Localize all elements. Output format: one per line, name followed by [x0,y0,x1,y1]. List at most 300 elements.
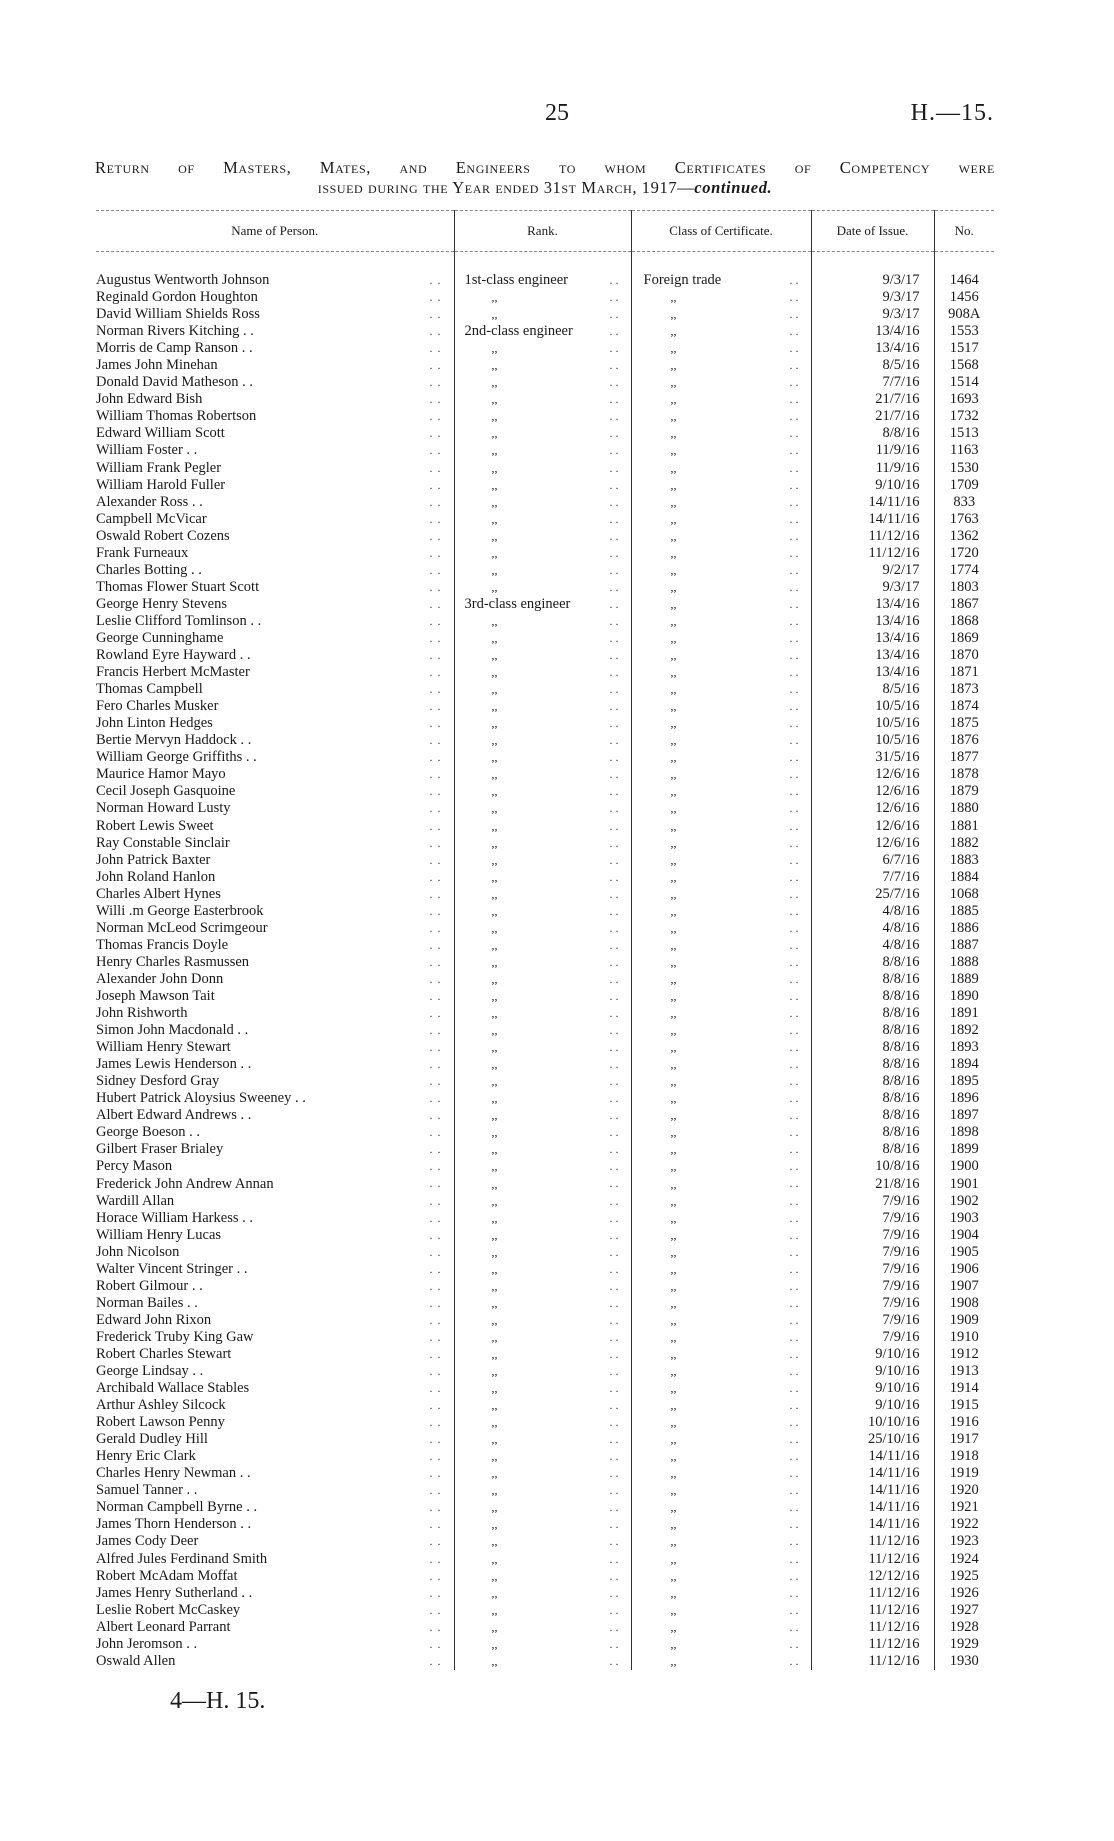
class-cell [631,1465,811,1482]
class-value: ,, [670,1346,677,1361]
leader-dots: . . [609,1517,619,1532]
rank-value: ,, [491,1108,498,1123]
leader-dots: . . [609,1176,619,1191]
certificate-number: 1889 [949,970,979,987]
leader-dots: . . [429,1517,442,1532]
certificate-number: 1871 [949,664,979,681]
leader-dots: . . [429,1227,442,1242]
rank-cell [454,511,631,528]
table-row [96,664,994,681]
class-cell [631,1227,811,1244]
table-row [96,511,994,528]
leader-dots: . . [429,1619,442,1634]
leader-dots: . . [789,1176,799,1191]
class-cell [631,374,811,391]
rank-value: ,, [491,1364,498,1379]
class-value: ,, [670,1551,677,1566]
issue-date-cell [811,289,934,306]
person-name-cell [96,1193,454,1210]
issue-date-cell [811,630,934,647]
leader-dots: . . [609,1432,619,1447]
leader-dots: . . [789,1636,799,1651]
leader-dots: . . [789,903,799,918]
leader-dots: . . [789,1381,799,1396]
table-row [96,1653,994,1670]
certificate-number-cell [934,1073,994,1090]
leader-dots: . . [789,886,799,901]
person-name: Archibald Wallace Stables [96,1380,250,1397]
table-row [96,1533,994,1550]
class-value: ,, [670,665,677,680]
class-cell [631,886,811,903]
person-name: Norman Bailes . . [96,1294,198,1311]
person-name-cell [96,272,454,289]
table-row [96,1295,994,1312]
class-cell [631,1363,811,1380]
certificate-number-cell [934,1244,994,1261]
leader-dots: . . [789,682,799,697]
table-row [96,1193,994,1210]
certificate-number-cell [934,306,994,323]
leader-dots: . . [429,1653,442,1668]
class-value: ,, [670,1466,677,1481]
leader-dots: . . [789,1074,799,1089]
issue-date-cell [811,988,934,1005]
issue-date: 11/12/16 [868,1550,920,1567]
person-name: Oswald Robert Cozens [96,527,230,544]
leader-dots: . . [789,750,799,765]
table-row [96,1158,994,1175]
person-name-cell [96,1397,454,1414]
certificate-number-cell [934,818,994,835]
leader-dots: . . [429,375,442,390]
rank-value: ,, [491,460,498,475]
issue-date-cell [811,1227,934,1244]
leader-dots: . . [429,562,442,577]
person-name: Robert Gilmour . . [96,1277,203,1294]
person-name: Robert Lewis Sweet [96,817,214,834]
class-cell [631,698,811,715]
person-name-cell [96,1124,454,1141]
class-cell [631,1585,811,1602]
certificate-number-cell [934,442,994,459]
leader-dots: . . [789,852,799,867]
class-cell [631,1380,811,1397]
issue-date-cell [811,835,934,852]
certificate-number-cell [934,1312,994,1329]
leader-dots: . . [429,1432,442,1447]
certificate-number: 1517 [949,340,979,357]
person-name-cell [96,664,454,681]
class-cell [631,783,811,800]
rank-cell [454,869,631,886]
rank-cell [454,954,631,971]
class-cell [631,1295,811,1312]
issue-date: 31/5/16 [875,749,920,766]
issue-date: 12/6/16 [875,766,920,783]
class-value: ,, [670,409,677,424]
issue-date: 9/3/17 [882,306,920,323]
certificate-number: 1875 [949,715,979,732]
class-value: ,, [670,1602,677,1617]
leader-dots: . . [609,1568,619,1583]
leader-dots: . . [429,307,442,322]
person-name: Charles Albert Hynes [96,885,221,902]
rank-value: ,, [491,971,498,986]
rank-cell [454,1465,631,1482]
person-name-cell [96,647,454,664]
certificate-number: 1906 [949,1260,979,1277]
rank-cell [454,1482,631,1499]
person-name: John Nicolson [96,1243,180,1260]
certificate-number-cell [934,1568,994,1585]
leader-dots: . . [609,358,619,373]
certificate-number: 1910 [949,1328,979,1345]
rank-value: ,, [491,562,498,577]
leader-dots: . . [429,1551,442,1566]
table-row [96,494,994,511]
certificate-number-cell [934,1653,994,1670]
person-name-cell [96,954,454,971]
leader-dots: . . [429,1329,442,1344]
person-name-cell [96,1465,454,1482]
issue-date: 7/7/16 [882,868,920,885]
person-name-cell [96,494,454,511]
class-value: ,, [670,750,677,765]
certificate-number: 1868 [949,612,979,629]
certificate-number: 1456 [949,289,979,306]
issue-date: 12/6/16 [875,817,920,834]
class-value: ,, [670,801,677,816]
issue-date-cell [811,477,934,494]
rank-value: ,, [491,682,498,697]
class-value: ,, [670,1483,677,1498]
leader-dots: . . [429,750,442,765]
leader-dots: . . [789,937,799,952]
certificate-number-cell [934,323,994,340]
issue-date: 7/9/16 [882,1328,920,1345]
issue-date-cell [811,1568,934,1585]
rank-cell [454,1585,631,1602]
person-name: William Frank Pegler [96,459,222,476]
issue-date: 9/10/16 [875,476,920,493]
class-value: ,, [670,920,677,935]
rank-value: ,, [491,716,498,731]
person-name-cell [96,425,454,442]
issue-date-cell [811,1585,934,1602]
certificate-number: 1732 [949,408,979,425]
person-name: George Henry Stevens [96,595,228,612]
table-row [96,477,994,494]
person-name: Frank Furneaux [96,544,189,561]
rank-cell [454,1090,631,1107]
issue-date-cell [811,1261,934,1278]
leader-dots: . . [789,273,799,287]
person-name: William George Griffiths . . [96,749,257,766]
person-name-cell [96,835,454,852]
certificate-number-cell [934,408,994,425]
class-cell [631,528,811,545]
leader-dots: . . [609,477,619,492]
certificate-number: 1909 [949,1311,979,1328]
rank-cell [454,698,631,715]
class-cell [631,596,811,613]
leader-dots: . . [789,613,799,628]
leader-dots: . . [789,988,799,1003]
issue-date-cell [811,1431,934,1448]
certificate-number: 1870 [949,647,979,664]
leader-dots: . . [789,648,799,663]
table-row [96,1107,994,1124]
issue-date: 11/12/16 [868,1618,920,1635]
rank-cell [454,766,631,783]
leader-dots: . . [429,1159,442,1174]
rank-cell [454,1414,631,1431]
rank-cell [454,1499,631,1516]
leader-dots: . . [609,1346,619,1361]
person-name: John Jeromson . . [96,1635,198,1652]
class-value: ,, [670,1398,677,1413]
table-row [96,1568,994,1585]
person-name-cell [96,1227,454,1244]
certificate-number: 1927 [949,1601,979,1618]
class-cell [631,954,811,971]
leader-dots: . . [609,1500,619,1515]
class-cell [631,818,811,835]
person-name-cell [96,783,454,800]
rank-cell [454,1312,631,1329]
table-row [96,1227,994,1244]
certificate-number-cell [934,988,994,1005]
class-cell [631,766,811,783]
table-row [96,1551,994,1568]
person-name: John Rishworth [96,1005,188,1022]
issue-date-cell [811,340,934,357]
class-value: ,, [670,1415,677,1430]
leader-dots: . . [609,699,619,714]
person-name-cell [96,1653,454,1670]
rank-cell [454,1533,631,1550]
person-name-cell [96,1636,454,1653]
leader-dots: . . [789,1125,799,1140]
rank-cell [454,1022,631,1039]
issue-date: 14/11/16 [868,493,920,510]
person-name: Samuel Tanner . . [96,1482,198,1499]
table-row [96,1619,994,1636]
person-name-cell [96,1533,454,1550]
issue-date: 14/11/16 [868,1516,920,1533]
issue-date: 7/9/16 [882,1243,920,1260]
issue-date: 9/3/17 [882,289,920,306]
issue-date: 12/12/16 [867,1567,920,1584]
leader-dots: . . [429,1568,442,1583]
leader-dots: . . [789,767,799,782]
rank-value: ,, [491,1432,498,1447]
leader-dots: . . [429,1295,442,1310]
person-name-cell [96,1363,454,1380]
leader-dots: . . [429,273,442,287]
issue-date: 8/8/16 [882,987,920,1004]
issue-date: 7/9/16 [882,1260,920,1277]
certificate-number: 1919 [949,1465,979,1482]
rank-cell [454,460,631,477]
issue-date: 8/8/16 [882,953,920,970]
rank-value: ,, [491,1568,498,1583]
person-name: Reginald Gordon Houghton [96,289,258,306]
leader-dots: . . [609,1159,619,1174]
class-value: ,, [670,835,677,850]
certificate-number-cell [934,1346,994,1363]
certificate-number-cell [934,528,994,545]
table-row [96,460,994,477]
leader-dots: . . [429,818,442,833]
rank-value: ,, [491,1176,498,1191]
class-value: ,, [670,392,677,407]
rank-cell [454,477,631,494]
issue-date-cell [811,1346,934,1363]
rank-value: ,, [491,1398,498,1413]
certificate-number-cell [934,494,994,511]
person-name-cell [96,477,454,494]
leader-dots: . . [789,1295,799,1310]
leader-dots: . . [609,1466,619,1481]
certificate-number: 1514 [949,374,979,391]
table-body [96,252,994,1670]
table-row [96,1073,994,1090]
issue-date-cell [811,460,934,477]
person-name: William Thomas Robertson [96,408,257,425]
class-value: ,, [670,1006,677,1021]
issue-date-cell [811,732,934,749]
certificate-number: 1803 [949,578,979,595]
leader-dots: . . [429,528,442,543]
leader-dots: . . [609,511,619,526]
issue-date: 8/8/16 [882,1124,920,1141]
person-name-cell [96,630,454,647]
title-continued: continued. [694,178,773,197]
leader-dots: . . [429,988,442,1003]
leader-dots: . . [789,665,799,680]
class-value: ,, [670,1227,677,1242]
rank-cell [454,835,631,852]
certificate-number: 1553 [949,323,979,340]
rank-cell [454,1244,631,1261]
person-name-cell [96,1210,454,1227]
table-row [96,1397,994,1414]
certificate-number-cell [934,1295,994,1312]
leader-dots: . . [609,767,619,782]
rank-cell [454,1329,631,1346]
issue-date: 8/8/16 [882,970,920,987]
certificate-number-cell [934,1499,994,1516]
certificate-number: 1926 [949,1584,979,1601]
rank-cell [454,562,631,579]
class-cell [631,613,811,630]
issue-date: 10/5/16 [875,698,920,715]
issue-date-cell [811,579,934,596]
leader-dots: . . [789,375,799,390]
rank-value: ,, [491,426,498,441]
person-name: Wardill Allan [96,1192,175,1209]
title-line-2-text: issued during the Year ended 31st March, 1917— [317,178,695,197]
person-name-cell [96,1312,454,1329]
rank-cell [454,1056,631,1073]
certificate-number-cell [934,1448,994,1465]
person-name-cell [96,357,454,374]
issue-date-cell [811,749,934,766]
certificate-number: 1362 [949,527,979,544]
leader-dots: . . [609,460,619,475]
leader-dots: . . [429,545,442,560]
issue-date-cell [811,1329,934,1346]
rank-cell [454,596,631,613]
leader-dots: . . [609,392,619,407]
certificate-number-cell [934,1158,994,1175]
leader-dots: . . [789,1312,799,1327]
certificate-number: 1921 [949,1499,979,1516]
leader-dots: . . [789,1432,799,1447]
person-name-cell [96,1585,454,1602]
leader-dots: . . [789,971,799,986]
table-row [96,1346,994,1363]
person-name-cell [96,374,454,391]
leader-dots: . . [789,920,799,935]
class-value: ,, [670,1074,677,1089]
class-value: ,, [670,818,677,833]
issue-date: 14/11/16 [868,1482,920,1499]
rank-value: ,, [491,1381,498,1396]
certificate-number: 1890 [949,987,979,1004]
leader-dots: . . [429,971,442,986]
issue-date: 7/9/16 [882,1311,920,1328]
rank-value: ,, [491,835,498,850]
rank-cell [454,425,631,442]
leader-dots: . . [609,716,619,731]
leader-dots: . . [789,1500,799,1515]
leader-dots: . . [429,511,442,526]
leader-dots: . . [429,1534,442,1549]
rank-cell [454,1602,631,1619]
rank-cell [454,681,631,698]
person-name-cell [96,1619,454,1636]
certificate-number: 908A [948,306,981,323]
rank-cell [454,528,631,545]
rank-value: ,, [491,1466,498,1481]
table-row [96,1329,994,1346]
leader-dots: . . [609,375,619,390]
rank-value: ,, [491,1091,498,1106]
leader-dots: . . [429,835,442,850]
rank-value: ,, [491,920,498,935]
issue-date-cell [811,937,934,954]
class-cell [631,289,811,306]
class-cell [631,323,811,340]
certificate-number-cell [934,562,994,579]
rank-cell [454,1380,631,1397]
leader-dots: . . [789,324,799,339]
certificate-number: 1912 [949,1345,979,1362]
certificate-number: 1914 [949,1380,979,1397]
certificate-number: 1893 [949,1039,979,1056]
issue-date-cell [811,664,934,681]
spacer-cell [96,252,454,273]
issue-date: 14/11/16 [868,1465,920,1482]
person-name-cell [96,511,454,528]
certificate-number: 1930 [949,1652,979,1669]
leader-dots: . . [429,886,442,901]
certificate-number-cell [934,596,994,613]
leader-dots: . . [429,665,442,680]
